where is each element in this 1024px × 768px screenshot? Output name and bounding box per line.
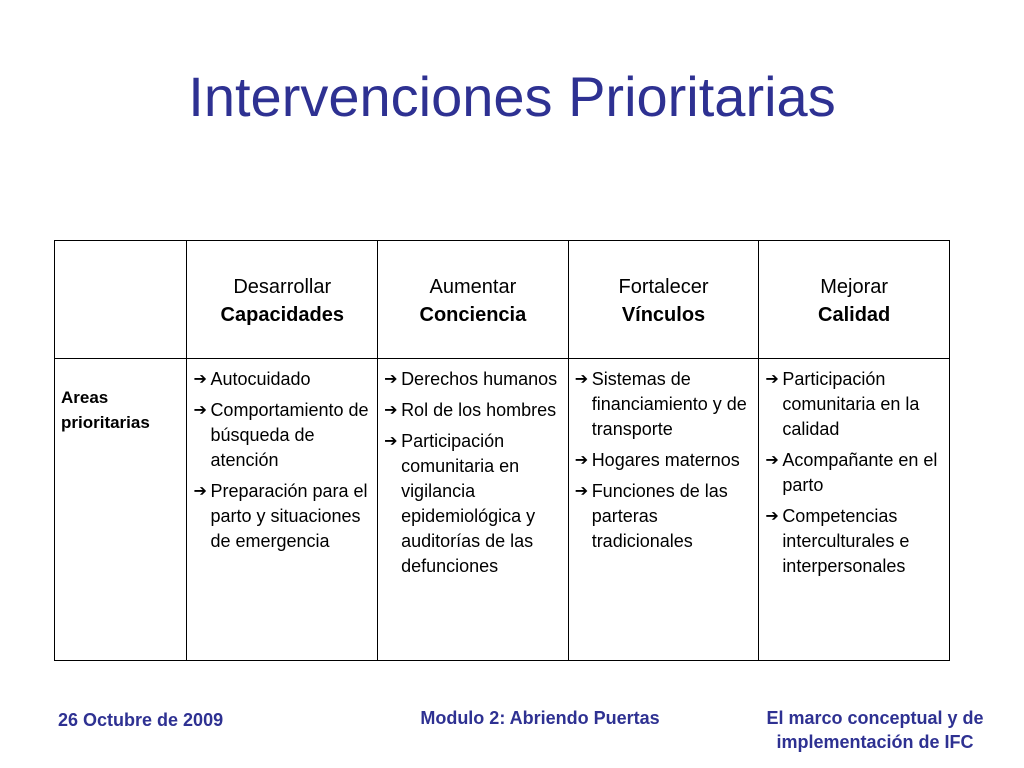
list-item bbox=[765, 448, 945, 498]
slide-title: Intervenciones Prioritarias bbox=[188, 65, 836, 128]
table-cell bbox=[759, 359, 950, 661]
footer-module: Modulo 2: Abriendo Puertas bbox=[420, 708, 660, 728]
table-cell bbox=[378, 359, 569, 661]
list-item-text: Acompañante en el parto bbox=[782, 450, 938, 495]
priorities-table bbox=[54, 240, 950, 661]
column-header bbox=[187, 241, 378, 359]
table-body-row bbox=[55, 359, 950, 661]
arrow-right-icon: ➔ bbox=[193, 402, 207, 419]
list-item bbox=[193, 398, 373, 473]
list-item-text: Participación comunitaria en la calidad bbox=[782, 369, 920, 439]
item-list bbox=[378, 359, 568, 579]
column-header-verb: Fortalecer bbox=[618, 276, 709, 298]
column-header-noun: Vínculos bbox=[621, 304, 706, 326]
list-item bbox=[765, 367, 945, 442]
footer-framework: El marco conceptual y de implementación de IFC bbox=[766, 708, 984, 752]
list-item-text: Hogares maternos bbox=[591, 450, 740, 470]
table-cell bbox=[568, 359, 759, 661]
list-item-text: Participación comunitaria en vigilancia epidemiológica y auditorías de las defunciones bbox=[401, 431, 536, 576]
column-header bbox=[378, 241, 569, 359]
list-item-text: Preparación para el parto y situaciones de emergencia bbox=[210, 481, 368, 551]
arrow-right-icon: ➔ bbox=[765, 371, 779, 388]
column-header bbox=[759, 241, 950, 359]
list-item-text: Competencias interculturales e interpersonales bbox=[782, 506, 910, 576]
list-item-text: Autocuidado bbox=[210, 369, 311, 389]
table-corner-cell bbox=[55, 241, 187, 359]
column-header-verb: Desarrollar bbox=[233, 276, 332, 298]
item-list bbox=[569, 359, 759, 554]
list-item bbox=[575, 448, 755, 473]
list-item bbox=[575, 479, 755, 554]
arrow-right-icon: ➔ bbox=[574, 452, 589, 469]
list-item bbox=[384, 367, 564, 392]
column-header-noun: Conciencia bbox=[419, 304, 527, 326]
item-list bbox=[759, 359, 949, 579]
arrow-right-icon: ➔ bbox=[193, 371, 207, 388]
arrow-right-icon: ➔ bbox=[193, 483, 207, 500]
table-cell bbox=[187, 359, 378, 661]
list-item bbox=[384, 398, 564, 423]
list-item bbox=[384, 429, 564, 579]
column-header-verb: Mejorar bbox=[820, 276, 889, 298]
list-item-text: Rol de los hombres bbox=[401, 400, 557, 420]
footer-date: 26 Octubre de 2009 bbox=[58, 710, 224, 730]
list-item bbox=[193, 367, 373, 392]
arrow-right-icon: ➔ bbox=[384, 433, 398, 450]
list-item-text: Comportamiento de búsqueda de atención bbox=[210, 400, 369, 470]
list-item-text: Derechos humanos bbox=[401, 369, 558, 389]
column-header-noun: Calidad bbox=[818, 304, 891, 326]
list-item-text: Funciones de las parteras tradicionales bbox=[591, 481, 728, 551]
arrow-right-icon: ➔ bbox=[765, 452, 779, 469]
list-item bbox=[765, 504, 945, 579]
row-label: Areas prioritarias bbox=[55, 359, 187, 661]
column-header bbox=[568, 241, 759, 359]
arrow-right-icon: ➔ bbox=[574, 371, 589, 388]
table-header-row bbox=[55, 241, 950, 359]
column-header-noun: Capacidades bbox=[220, 304, 344, 326]
arrow-right-icon: ➔ bbox=[574, 483, 589, 500]
list-item bbox=[575, 367, 755, 442]
arrow-right-icon: ➔ bbox=[384, 402, 398, 419]
list-item-text: Sistemas de financiamiento y de transporte bbox=[591, 369, 747, 439]
column-header-verb: Aumentar bbox=[429, 276, 517, 298]
item-list bbox=[187, 359, 377, 554]
arrow-right-icon: ➔ bbox=[765, 508, 779, 525]
arrow-right-icon: ➔ bbox=[384, 371, 398, 388]
list-item bbox=[193, 479, 373, 554]
